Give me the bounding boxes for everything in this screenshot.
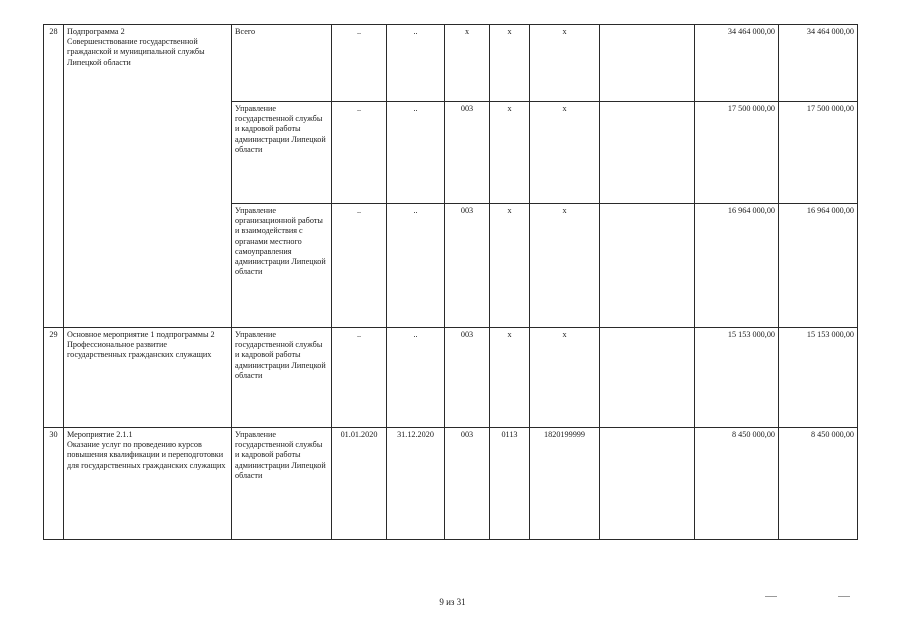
row-name: Подпрограмма 2 Совершенствование государственной гражданской и муниципальной службы Липецкой области [64, 25, 232, 328]
executor-cell: Всего [232, 25, 332, 102]
start-date-cell: .. [332, 204, 387, 328]
amount-total-cell: 16 964 000,00 [779, 204, 858, 328]
grbs-cell: 003 [445, 204, 490, 328]
executor-cell: Управление государственной службы и кадровой работы администрации Липецкой области [232, 102, 332, 204]
csr-cell: 1820199999 [530, 428, 600, 540]
end-date-cell: 31.12.2020 [387, 428, 445, 540]
row-number: 30 [44, 428, 64, 540]
start-date-cell: .. [332, 25, 387, 102]
amount-cell: 34 464 000,00 [695, 25, 779, 102]
amount-total-cell: 17 500 000,00 [779, 102, 858, 204]
vr-cell [600, 204, 695, 328]
page-number: 9 из 31 [439, 597, 466, 607]
csr-cell: x [530, 102, 600, 204]
vr-cell [600, 102, 695, 204]
rzpr-cell: 0113 [490, 428, 530, 540]
end-date-cell: .. [387, 102, 445, 204]
row-name: Основное мероприятие 1 подпрограммы 2 Профессиональное развитие государственных гражданских служащих [64, 328, 232, 428]
rzpr-cell: x [490, 25, 530, 102]
executor-cell: Управление государственной службы и кадровой работы администрации Липецкой области [232, 428, 332, 540]
amount-total-cell: 8 450 000,00 [779, 428, 858, 540]
amount-cell: 8 450 000,00 [695, 428, 779, 540]
end-date-cell: .. [387, 25, 445, 102]
vr-cell [600, 328, 695, 428]
grbs-cell: 003 [445, 328, 490, 428]
csr-cell: x [530, 25, 600, 102]
table-row [44, 428, 858, 540]
row-number: 29 [44, 328, 64, 428]
csr-cell: x [530, 328, 600, 428]
grbs-cell: x [445, 25, 490, 102]
vr-cell [600, 25, 695, 102]
row-name: Мероприятие 2.1.1 Оказание услуг по проведению курсов повышения квалификации и переподготовки для государственных гражданских служащих [64, 428, 232, 540]
grbs-cell: 003 [445, 102, 490, 204]
amount-cell: 15 153 000,00 [695, 328, 779, 428]
end-date-cell: .. [387, 204, 445, 328]
table-row [44, 328, 858, 428]
amount-total-cell: 34 464 000,00 [779, 25, 858, 102]
rzpr-cell: x [490, 102, 530, 204]
row-number: 28 [44, 25, 64, 328]
rzpr-cell: x [490, 204, 530, 328]
grbs-cell: 003 [445, 428, 490, 540]
table-row [44, 25, 858, 102]
amount-cell: 16 964 000,00 [695, 204, 779, 328]
executor-cell: Управление государственной службы и кадровой работы администрации Липецкой области [232, 328, 332, 428]
amount-cell: 17 500 000,00 [695, 102, 779, 204]
rzpr-cell: x [490, 328, 530, 428]
start-date-cell: .. [332, 102, 387, 204]
end-date-cell: .. [387, 328, 445, 428]
start-date-cell: 01.01.2020 [332, 428, 387, 540]
budget-table [43, 24, 858, 540]
start-date-cell: .. [332, 328, 387, 428]
vr-cell [600, 428, 695, 540]
amount-total-cell: 15 153 000,00 [779, 328, 858, 428]
executor-cell: Управление организационной работы и взаимодействия с органами местного самоуправления администрации Липецкой области [232, 204, 332, 328]
csr-cell: x [530, 204, 600, 328]
